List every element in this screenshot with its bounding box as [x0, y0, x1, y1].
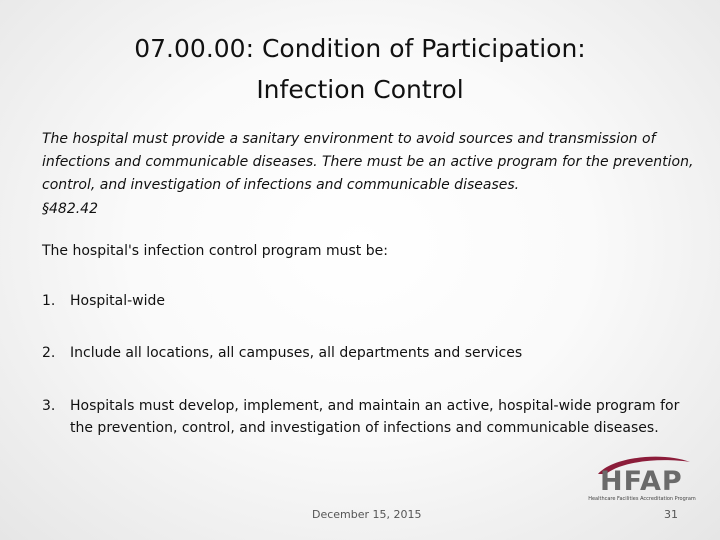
list-item-number: 3.	[42, 398, 56, 414]
list-item-text: Hospitals must develop, implement, and maintain an active, hospital-wide program for the prevention, control, and investigation of infections and communicable diseases.	[70, 398, 680, 436]
page-number: 31	[664, 508, 678, 521]
lead-text: The hospital must provide a sanitary environment to avoid sources and transmission of infections and communicable diseases. There must be an active program for the prevention, control, and investigation of infections and communicable diseases.	[42, 131, 694, 193]
list-item-number: 2.	[42, 345, 56, 361]
list-item	[42, 290, 692, 312]
list-item-text: Hospital-wide	[70, 293, 166, 309]
footer-date: December 15, 2015	[312, 508, 422, 521]
lead-citation: §482.42	[42, 201, 98, 217]
hfap-logo	[586, 454, 698, 504]
logo-wordmark: HFAP	[600, 466, 683, 497]
slide-title-line-2: Infection Control	[256, 75, 464, 104]
slide-title	[40, 28, 680, 110]
list-item-text: Include all locations, all campuses, all departments and services	[70, 345, 523, 361]
list-item	[42, 395, 692, 439]
lead-paragraph	[42, 128, 702, 221]
logo-tagline: Healthcare Facilities Accreditation Program	[588, 496, 696, 502]
list-item-number: 1.	[42, 293, 56, 309]
slide-title-line-1: 07.00.00: Condition of Participation:	[134, 34, 586, 63]
intro-text: The hospital's infection control program must be:	[42, 243, 388, 259]
list-item	[42, 342, 692, 364]
